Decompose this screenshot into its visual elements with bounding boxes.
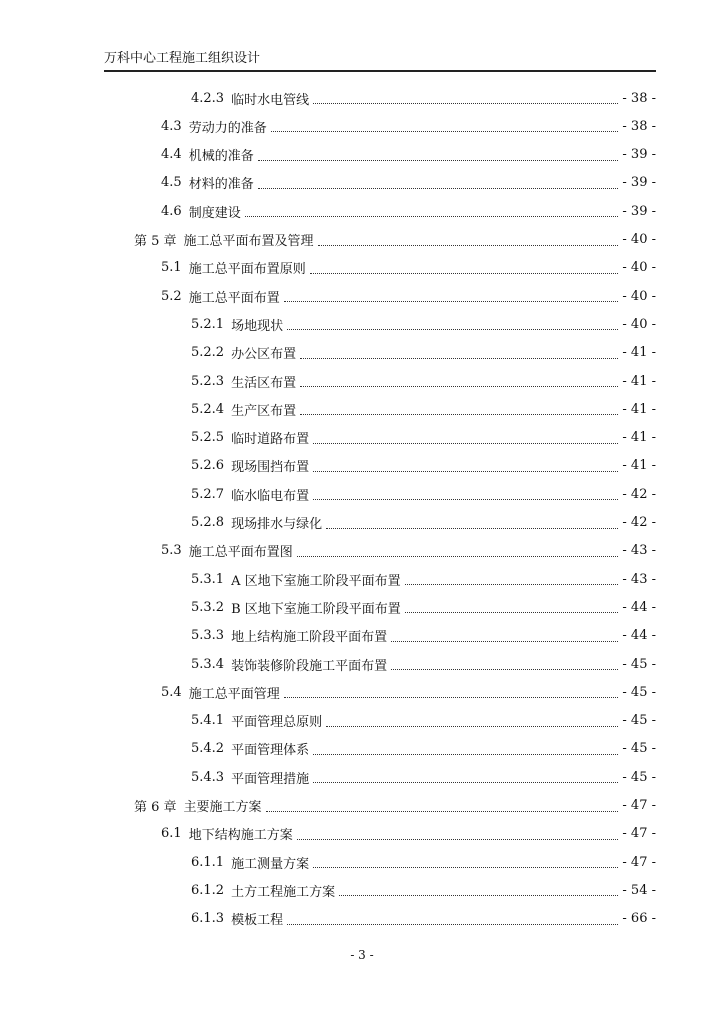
- toc-entry-page: - 44 -: [622, 628, 656, 644]
- dot-leader: [300, 357, 618, 359]
- toc-entry-number: 5.1: [161, 260, 182, 276]
- toc-entry-title: 装饰装修阶段施工平面布置: [231, 658, 388, 674]
- toc-entry[interactable]: [191, 905, 656, 933]
- toc-entry-page: - 40 -: [622, 288, 656, 304]
- toc-entry-title: 现场排水与绿化: [231, 517, 323, 532]
- toc-entry-page: - 47 -: [622, 798, 656, 813]
- dot-leader: [287, 328, 618, 330]
- toc-entry-page: - 38 -: [622, 90, 656, 106]
- toc-entry-title: 施工总平面管理: [188, 686, 280, 702]
- toc-entry-title: 地下结构施工方案: [188, 828, 293, 844]
- toc-entry-page: - 54 -: [622, 882, 656, 898]
- toc-entry-title: A 区地下室施工阶段平面布置: [231, 573, 401, 589]
- toc-entry-page: - 41 -: [622, 373, 656, 389]
- toc-entry-page: - 38 -: [622, 118, 656, 134]
- toc-entry-number: 5.2.3: [191, 373, 225, 389]
- dot-leader: [339, 894, 618, 896]
- toc-entry-number: 6.1.2: [191, 882, 225, 898]
- toc-entry-title: 施工总平面布置原则: [188, 262, 306, 278]
- toc-entry[interactable]: [161, 112, 656, 140]
- toc-entry[interactable]: [191, 593, 656, 621]
- toc-entry[interactable]: [161, 197, 656, 225]
- toc-entry-title: 平面管理体系: [231, 743, 310, 759]
- toc-entry-page: - 39 -: [622, 203, 656, 219]
- dot-leader: [300, 413, 618, 415]
- toc-entry[interactable]: [191, 452, 656, 480]
- dot-leader: [391, 640, 618, 642]
- toc-entry-number: 6.1: [161, 826, 182, 842]
- toc-entry-title: 办公区布置: [231, 347, 297, 363]
- toc-entry-number: 5.4.3: [191, 769, 225, 785]
- toc-entry[interactable]: [191, 622, 656, 650]
- toc-entry-page: - 45 -: [622, 741, 656, 757]
- toc-entry-page: - 40 -: [622, 232, 656, 247]
- dot-leader: [313, 102, 618, 104]
- toc-entry-title: 模板工程: [231, 913, 284, 929]
- toc-entry-number: 6.1.3: [191, 911, 225, 927]
- toc-entry[interactable]: [191, 480, 656, 508]
- dot-leader: [310, 272, 619, 274]
- toc-entry[interactable]: [191, 876, 656, 904]
- toc-entry-page: - 42 -: [622, 486, 656, 502]
- toc-entry-number: 第 5 章: [134, 234, 177, 249]
- dot-leader: [391, 668, 618, 670]
- toc-entry[interactable]: [191, 707, 656, 735]
- toc-entry-number: 4.6: [161, 203, 182, 219]
- toc-entry-title: 地上结构施工阶段平面布置: [231, 630, 388, 646]
- toc-entry-page: - 45 -: [622, 656, 656, 672]
- toc-entry[interactable]: [191, 650, 656, 678]
- toc-entry-number: 5.2.5: [191, 430, 225, 446]
- toc-entry[interactable]: [134, 792, 656, 820]
- toc-entry-number: 4.2.3: [191, 90, 225, 106]
- dot-leader: [318, 244, 619, 246]
- toc-entry-page: - 42 -: [622, 515, 656, 530]
- toc-entry-title: 劳动力的准备: [188, 120, 267, 136]
- toc-entry[interactable]: [161, 678, 656, 706]
- toc-entry-number: 5.2.4: [191, 401, 225, 417]
- toc-entry-page: - 41 -: [622, 458, 656, 474]
- toc-entry-title: 主要施工方案: [183, 800, 262, 815]
- toc-entry-title: 生活区布置: [231, 375, 297, 391]
- toc-entry-title: 临水临电布置: [231, 488, 310, 504]
- toc-entry-title: 临时道路布置: [231, 432, 310, 448]
- toc-entry-title: B 区地下室施工阶段平面布置: [231, 601, 401, 617]
- toc-entry-number: 5.4: [161, 684, 182, 700]
- toc-entry[interactable]: [191, 735, 656, 763]
- toc-entry[interactable]: [191, 848, 656, 876]
- toc-entry[interactable]: [161, 141, 656, 169]
- toc-entry-title: 施工总平面布置: [188, 290, 280, 306]
- toc-entry-title: 材料的准备: [188, 177, 254, 193]
- dot-leader: [284, 300, 619, 302]
- toc-entry-page: - 45 -: [622, 713, 656, 729]
- toc-entry[interactable]: [191, 395, 656, 423]
- toc-entry-number: 5.2.7: [191, 486, 225, 502]
- toc-entry-number: 6.1.1: [191, 854, 225, 870]
- toc-entry-title: 施工测量方案: [231, 856, 310, 872]
- dot-leader: [287, 923, 618, 925]
- toc-entry-title: 土方工程施工方案: [231, 884, 336, 900]
- toc-entry-page: - 41 -: [622, 430, 656, 446]
- toc-entry-number: 5.3.3: [191, 628, 225, 644]
- toc-entry-page: - 44 -: [622, 599, 656, 615]
- toc-entry[interactable]: [191, 339, 656, 367]
- dot-leader: [326, 725, 618, 727]
- toc-entry-number: 5.2.2: [191, 345, 225, 361]
- toc-entry-title: 生产区布置: [231, 403, 297, 419]
- dot-leader: [313, 753, 618, 755]
- toc-entry[interactable]: [161, 820, 656, 848]
- dot-leader: [405, 611, 619, 613]
- toc-entry-title: 平面管理措施: [231, 771, 310, 787]
- toc-entry-page: - 40 -: [622, 260, 656, 276]
- toc-entry[interactable]: [134, 226, 656, 254]
- toc-entry-page: - 43 -: [622, 543, 656, 559]
- toc-entry-page: - 47 -: [622, 854, 656, 870]
- toc-entry-title: 场地现状: [231, 318, 284, 334]
- toc-entry-number: 5.2.8: [191, 515, 225, 530]
- toc-entry[interactable]: [191, 424, 656, 452]
- dot-leader: [313, 781, 618, 783]
- toc-entry-number: 5.3.2: [191, 599, 225, 615]
- toc-entry-page: - 43 -: [622, 571, 656, 587]
- toc-entry-number: 5.2.1: [191, 316, 225, 332]
- page-number: - 3 -: [350, 948, 374, 962]
- toc-entry-page: - 66 -: [622, 911, 656, 927]
- toc-entry-title: 施工总平面布置图: [188, 545, 293, 561]
- toc-entry-title: 现场围挡布置: [231, 460, 310, 476]
- dot-leader: [313, 442, 618, 444]
- dot-leader: [297, 838, 619, 840]
- toc-entry-number: 5.4.2: [191, 741, 225, 757]
- toc-entry-number: 5.2: [161, 288, 182, 304]
- dot-leader: [300, 385, 618, 387]
- toc-entry-page: - 39 -: [622, 175, 656, 191]
- toc-entry-title: 施工总平面布置及管理: [183, 234, 314, 249]
- dot-leader: [258, 187, 619, 189]
- dot-leader: [245, 215, 619, 217]
- toc-entry-number: 5.3: [161, 543, 182, 559]
- dot-leader: [284, 696, 619, 698]
- toc-entry[interactable]: [161, 537, 656, 565]
- running-header: 万科中心工程施工组织设计: [104, 50, 656, 72]
- toc-entry[interactable]: [161, 282, 656, 310]
- toc-entry-number: 第 6 章: [134, 800, 177, 815]
- toc-entry[interactable]: [191, 565, 656, 593]
- dot-leader: [271, 130, 619, 132]
- toc-entry[interactable]: [191, 367, 656, 395]
- toc-entry-number: 4.3: [161, 118, 182, 134]
- toc-entry-number: 5.3.1: [191, 571, 225, 587]
- dot-leader: [266, 810, 619, 812]
- dot-leader: [405, 583, 619, 585]
- toc-entry[interactable]: [191, 310, 656, 338]
- toc-entry-number: 4.4: [161, 147, 182, 163]
- toc-entry-title: 机械的准备: [188, 149, 254, 165]
- toc-entry-page: - 45 -: [622, 684, 656, 700]
- dot-leader: [326, 527, 618, 529]
- toc-entry-number: 5.2.6: [191, 458, 225, 474]
- toc-entry-page: - 39 -: [622, 147, 656, 163]
- dot-leader: [313, 866, 618, 868]
- toc-entry-page: - 41 -: [622, 345, 656, 361]
- toc-entry-number: 5.3.4: [191, 656, 225, 672]
- dot-leader: [313, 470, 618, 472]
- toc-entry-title: 制度建设: [188, 205, 241, 221]
- toc-entry-number: 4.5: [161, 175, 182, 191]
- toc-entry[interactable]: [191, 84, 656, 112]
- toc-entry-title: 临时水电管线: [231, 92, 310, 108]
- toc-entry-title: 平面管理总原则: [231, 715, 323, 731]
- toc-entry-page: - 40 -: [622, 316, 656, 332]
- toc-entry-page: - 45 -: [622, 769, 656, 785]
- dot-leader: [313, 498, 618, 500]
- toc-entry[interactable]: [191, 763, 656, 791]
- toc-entry[interactable]: [161, 169, 656, 197]
- dot-leader: [258, 159, 619, 161]
- toc-entry-number: 5.4.1: [191, 713, 225, 729]
- toc-entry-page: - 47 -: [622, 826, 656, 842]
- toc-entry[interactable]: [161, 254, 656, 282]
- toc-entry[interactable]: [191, 509, 656, 537]
- dot-leader: [297, 555, 619, 557]
- toc-entry-page: - 41 -: [622, 401, 656, 417]
